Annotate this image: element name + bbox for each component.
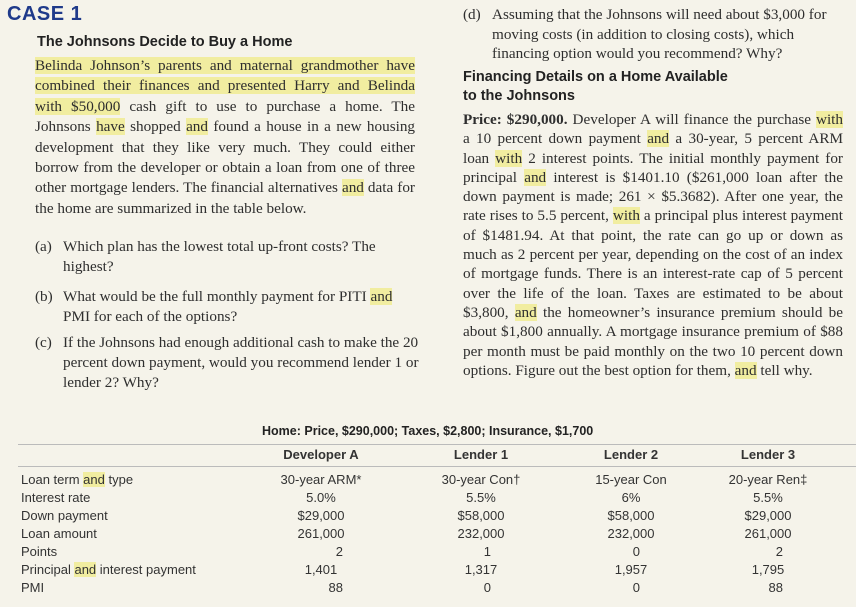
intro-highlight: and xyxy=(341,179,364,197)
intro-text: cash gift to use to purchase a home. The Johnsons xyxy=(35,97,415,136)
cell-lender-2: 15-year Con xyxy=(595,472,667,487)
question-a xyxy=(35,237,420,277)
cell-lender-3: $29,000 xyxy=(744,508,792,523)
financing-text: a 30-year, 5 percent ARM loan xyxy=(463,130,843,167)
question-c xyxy=(35,333,420,393)
cell-lender-1: $58,000 xyxy=(457,508,505,523)
row-label: Loan amount xyxy=(21,526,97,541)
question-text: If the Johnsons had enough additional cash to make the 20 percent down payment, would you recommend lender 1 or lender 2? Why? xyxy=(63,334,419,391)
cell-lender-3: 88 xyxy=(768,580,783,595)
financing-highlight: and xyxy=(734,361,757,379)
cell-lender-1: 0 xyxy=(483,580,491,595)
intro-highlight: have xyxy=(96,118,125,136)
row-label-highlight: and xyxy=(74,562,97,577)
row-label xyxy=(21,472,133,487)
row-label xyxy=(21,562,196,577)
financing-text: Developer A will finance the purchase xyxy=(567,111,816,128)
row-label-part: Loan term xyxy=(21,472,84,487)
cell-lender-1: 5.5% xyxy=(466,490,496,505)
financing-highlight: with xyxy=(612,207,640,225)
cell-lender-2: 0 xyxy=(632,544,640,559)
intro-text: data for the home are summarized in the table below. xyxy=(35,179,415,217)
case-subtitle: The Johnsons Decide to Buy a Home xyxy=(37,34,293,50)
financing-text: the homeowner’s insurance premium should be about $1,800 annually. A mortgage insurance premium of $88 per month must be paid monthly on the two 10 percent down options. Figure out the best option for them, xyxy=(463,303,844,379)
cell-lender-3: 1,795 xyxy=(751,562,785,577)
cell-lender-2: $58,000 xyxy=(607,508,655,523)
question-text: Assuming that the Johnsons will need about $3,000 for moving costs (in addition to closing costs), which financing option would you recommend? Why? xyxy=(492,6,827,62)
cell-lender-1: 30-year Con† xyxy=(441,472,521,487)
intro-text: shopped xyxy=(124,118,187,136)
financing-highlight: with xyxy=(495,149,523,167)
cell-lender-2: 6% xyxy=(621,490,641,505)
row-label: PMI xyxy=(21,580,45,595)
cell-lender-3: 261,000 xyxy=(744,526,792,541)
cell-developer-a: 88 xyxy=(328,580,343,595)
question-highlight: and xyxy=(370,288,393,305)
table-header-row xyxy=(18,444,856,466)
row-label-part: interest payment xyxy=(96,562,196,577)
table-row xyxy=(18,562,856,580)
cell-developer-a: 30-year ARM* xyxy=(280,472,362,487)
financing-text: tell why. xyxy=(756,361,813,379)
question-label: (b) xyxy=(35,288,53,305)
financing-text: a principal plus interest payment of $1481.94. At that point, the rate can go up or down as much as 2 percent per year, depending on the cost of an index of mortgage funds. There is an interest-rate cap of 5 percent over the life of the loan. Taxes are estimated to be about $3,800, xyxy=(463,207,843,321)
header-lender-1: Lender 1 xyxy=(453,447,509,462)
intro-highlight: Belinda Johnson’s parents and maternal grandmother have combined their finances and presented Harry and Belinda with $50,000 xyxy=(35,57,415,115)
cell-lender-1: 1 xyxy=(483,544,491,559)
cell-developer-a: $29,000 xyxy=(297,508,345,523)
question-text-part: PMI for each of the options? xyxy=(63,308,238,325)
financing-heading-line: to the Johnsons xyxy=(463,88,575,104)
row-label-part: Principal xyxy=(21,562,75,577)
cell-developer-a: 1,401 xyxy=(304,562,338,577)
question-b xyxy=(35,287,420,327)
row-label: Down payment xyxy=(21,508,108,523)
question-label: (c) xyxy=(35,334,52,351)
intro-text: found a house in a new housing development that they like very much. They could either borrow from the developer or obtain a loan from one of three other mortgage lenders. The financial alternatives xyxy=(35,118,416,197)
cell-lender-3: 20-year Ren‡ xyxy=(728,472,808,487)
question-text: Which plan has the lowest total up-front costs? The highest? xyxy=(63,238,376,275)
table-row xyxy=(18,580,856,598)
header-lender-3: Lender 3 xyxy=(740,447,796,462)
financing-heading-line: Financing Details on a Home Available xyxy=(463,69,728,85)
cell-lender-1: 1,317 xyxy=(464,562,498,577)
financing-highlight: and xyxy=(514,303,537,321)
intro-highlight: and xyxy=(186,118,208,136)
question-label: (a) xyxy=(35,238,52,255)
cell-lender-3: 2 xyxy=(775,544,783,559)
row-label-part: type xyxy=(104,472,134,487)
table-caption: Home: Price, $290,000; Taxes, $2,800; Insurance, $1,700 xyxy=(262,424,594,438)
row-label-highlight: and xyxy=(83,472,105,487)
question-text xyxy=(63,287,420,327)
cell-developer-a: 5.0% xyxy=(306,490,336,505)
financing-heading xyxy=(463,68,728,106)
price-label: Price: $290,000. xyxy=(463,111,568,128)
question-label: (d) xyxy=(463,6,481,23)
question-text-part: What would be the full monthly payment for PITI xyxy=(63,288,371,305)
cell-lender-1: 232,000 xyxy=(457,526,505,541)
table-row xyxy=(18,472,856,490)
row-label: Interest rate xyxy=(21,490,91,505)
financing-highlight: with xyxy=(815,111,843,128)
table-row xyxy=(18,544,856,562)
row-label: Points xyxy=(21,544,58,559)
cell-lender-2: 0 xyxy=(632,580,640,595)
financing-text: 2 interest points. The initial monthly payment for principal xyxy=(463,149,843,186)
table-rule xyxy=(18,466,856,467)
financing-highlight: and xyxy=(524,168,547,186)
cell-lender-2: 1,957 xyxy=(614,562,648,577)
intro-paragraph xyxy=(35,56,415,219)
financing-highlight: and xyxy=(647,130,670,148)
cell-developer-a: 2 xyxy=(335,544,343,559)
question-d xyxy=(463,5,853,64)
financing-text: a 10 percent down payment xyxy=(463,130,648,148)
header-developer-a: Developer A xyxy=(283,447,359,462)
financing-text: interest is $1401.10 ($261,000 loan after the down payment is made; 261 × $5.3682). After one year, the rate rises to 5.5 percent, xyxy=(463,168,843,225)
table-row xyxy=(18,490,856,508)
table-row xyxy=(18,526,856,544)
financing-body xyxy=(463,110,843,380)
cell-lender-2: 232,000 xyxy=(607,526,655,541)
header-lender-2: Lender 2 xyxy=(603,447,659,462)
cell-developer-a: 261,000 xyxy=(297,526,345,541)
case-title: CASE 1 xyxy=(7,3,83,25)
cell-lender-3: 5.5% xyxy=(753,490,783,505)
table-row xyxy=(18,508,856,526)
